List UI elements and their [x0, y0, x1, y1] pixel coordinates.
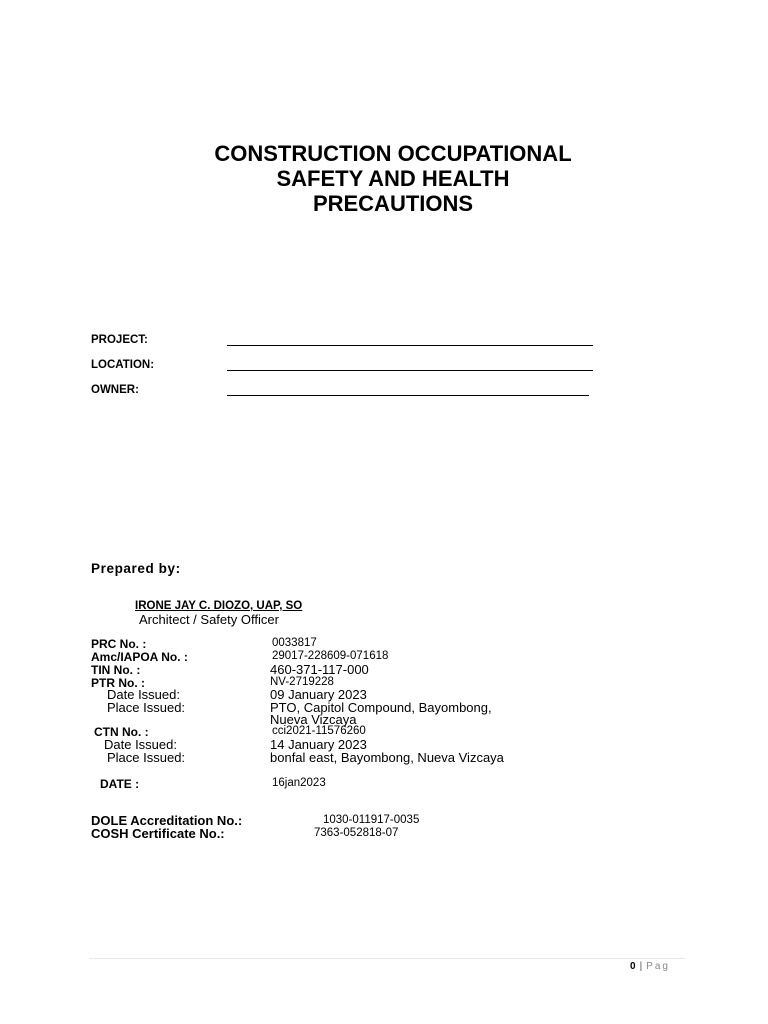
- ctn-date-issued-label: Date Issued:: [104, 737, 177, 752]
- ctn-label: CTN No. :: [94, 725, 149, 739]
- prepared-by-heading: Prepared by:: [91, 561, 181, 576]
- ptr-place-issued-value-line-2: Nueva Vizcaya: [270, 712, 357, 727]
- cosh-certificate-label: COSH Certificate No.:: [91, 826, 225, 841]
- amc-value: 29017-228609-071618: [272, 650, 389, 662]
- project-field-line: [227, 345, 593, 346]
- page-footer: [630, 961, 670, 972]
- prc-value: 0033817: [272, 637, 317, 649]
- project-label: PROJECT:: [91, 334, 148, 346]
- ptr-date-issued-label: Date Issued:: [107, 687, 180, 702]
- page-number: 0: [630, 961, 636, 972]
- document-title-line-3: PRECAUTIONS: [312, 191, 474, 216]
- prc-label: PRC No. :: [91, 637, 147, 651]
- location-label: LOCATION:: [91, 359, 155, 371]
- date-value: 16jan2023: [272, 777, 326, 789]
- ptr-value: NV-2719228: [270, 676, 334, 688]
- ctn-date-issued-value: 14 January 2023: [270, 737, 367, 752]
- document-title-line-2: SAFETY AND HEALTH: [276, 166, 510, 191]
- tin-value: 460-371-117-000: [270, 662, 369, 677]
- preparer-name: IRONE JAY C. DIOZO, UAP, SO: [135, 600, 303, 612]
- cosh-certificate-value: 7363-052818-07: [314, 827, 399, 839]
- ptr-place-issued-label: Place Issued:: [107, 700, 186, 715]
- owner-field-line: [227, 395, 589, 396]
- tin-label: TIN No. :: [91, 663, 141, 677]
- ptr-date-issued-value: 09 January 2023: [270, 687, 367, 702]
- owner-label: OWNER:: [91, 384, 139, 396]
- location-field-line: [227, 370, 593, 371]
- page-text: Pag: [646, 961, 670, 972]
- preparer-role: Architect / Safety Officer: [139, 612, 279, 627]
- document-title-line-1: CONSTRUCTION OCCUPATIONAL: [214, 141, 572, 166]
- date-label: DATE :: [100, 777, 140, 791]
- dole-accreditation-value: 1030-011917-0035: [323, 814, 420, 826]
- footer-rule: [89, 958, 685, 959]
- amc-label: Amc/IAPOA No. :: [91, 650, 188, 664]
- ptr-place-issued-value-line-1: PTO, Capitol Compound, Bayombong,: [270, 700, 492, 715]
- ctn-place-issued-label: Place Issued:: [107, 750, 186, 765]
- page-separator: |: [639, 961, 643, 972]
- ctn-place-issued-value: bonfal east, Bayombong, Nueva Vizcaya: [270, 750, 504, 765]
- ptr-label: PTR No. :: [91, 676, 145, 690]
- dole-accreditation-label: DOLE Accreditation No.:: [91, 813, 243, 828]
- ctn-value: cci2021-11576260: [272, 725, 366, 737]
